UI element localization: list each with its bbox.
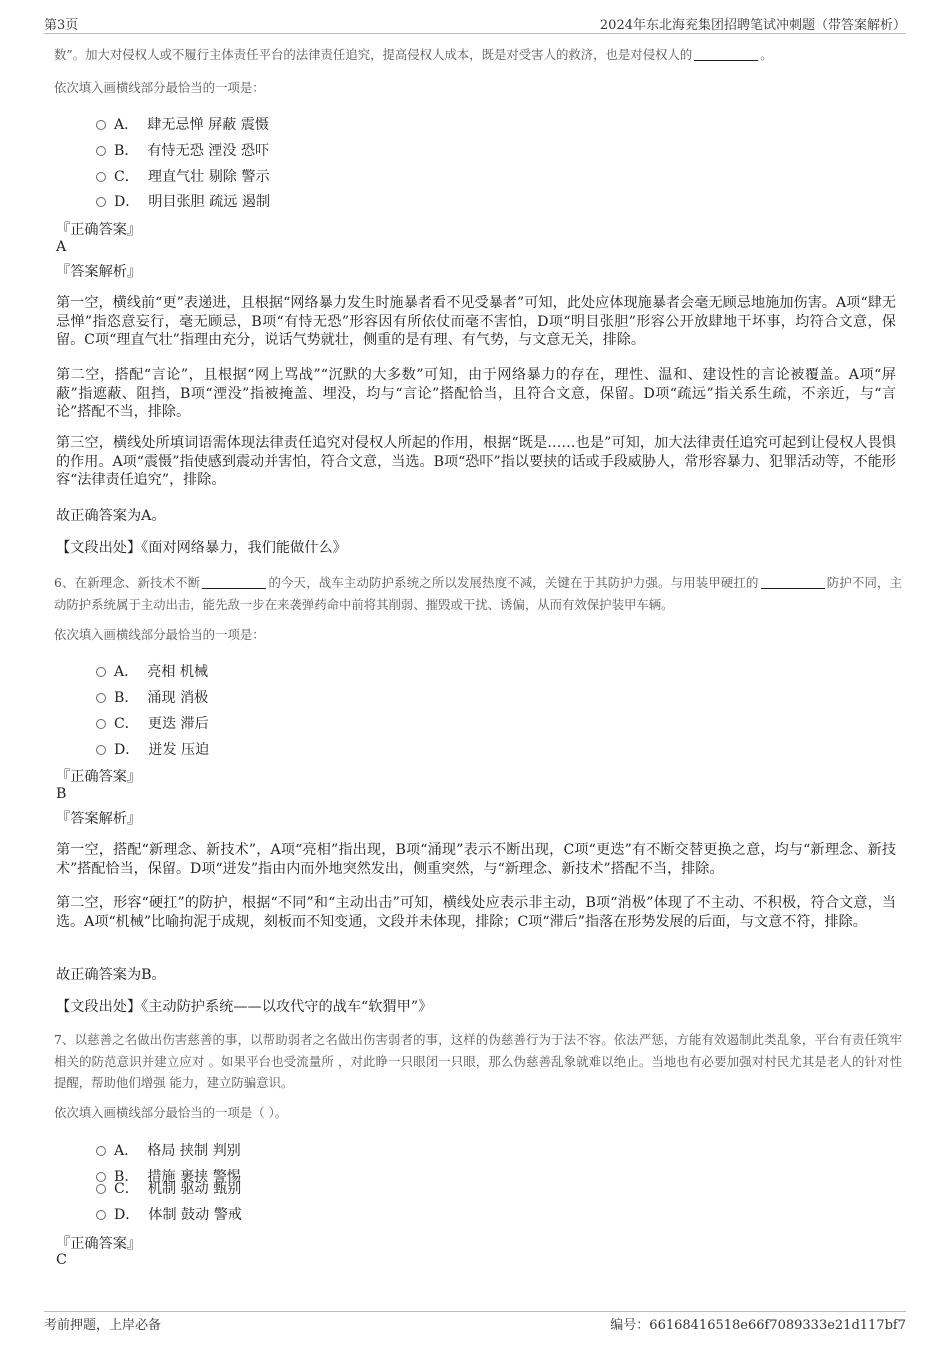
q6-stem-c: 防护不同，主动防护系统属于主动出击，能先敌一步在来袭弹药命中前将其削弱、摧毁或干扰、诱偏，从而有效保护装甲车辆。 [54,575,903,612]
option-text: 迸发 压迫 [148,742,210,758]
option-key: C． [114,169,139,185]
option-text: 措施 裹挟 警惕 [147,1169,241,1185]
q5-option-d[interactable] [96,191,270,211]
option-key: A． [114,117,139,133]
option-text: 理直气壮 剔除 警示 [147,169,270,185]
q6-stem-b: 的今天，战车主动防护系统之所以发展热度不减，关键在于其防护力强。与用装甲硬扛的 [268,575,759,590]
footer-divider [44,1311,906,1312]
radio-icon[interactable] [96,120,106,130]
q7-answer: C [56,1252,67,1268]
q5-intro [54,44,773,66]
q5-analysis-3: 第三空，横线处所填词语需体现法律责任追究对侵权人所起的作用，根据“既是……也是”可知，加大法律责任追究可起到让侵权人畏惧的作用。A项“震慑”指使感到震动并害怕，符合文意，当选。B项“恐吓”指以要挟的话或手段威胁人，常形容暴力、犯罪活动等，不能形容“法律责任追究”，排除。 [56,435,896,488]
option-key: C． [114,716,139,732]
q6-prompt: 依次填入画横线部分最恰当的一项是： [54,627,265,642]
q7-option-a[interactable] [96,1140,241,1160]
q5-intro-end: 。 [760,47,773,62]
q7-answer-label: 『正确答案』 [56,1236,142,1252]
option-text: 有恃无恐 湮没 恐吓 [147,143,270,159]
radio-icon[interactable] [96,1210,106,1220]
option-key: A． [114,664,139,680]
radio-icon[interactable] [96,719,106,729]
radio-icon[interactable] [96,667,106,677]
q5-analysis-label: 『答案解析』 [56,264,142,280]
option-key: D． [114,1207,140,1223]
q5-source: 【文段出处】《面对网络暴力，我们能做什么》 [56,540,347,556]
q6-option-a[interactable] [96,661,208,681]
q7-option-d[interactable] [96,1204,242,1224]
q6-analysis-1: 第一空，搭配“新理念、新技术”，A项“亮相”指出现，B项“涌现”表示不断出现，C项“更迭”有不断交替更换之意，均与“新理念、新技术”搭配恰当，保留。D项“迸发”指由内而外地突然发出，侧重突然，与“新理念、新技术”搭配不当，排除。 [56,842,896,877]
footer-slogan: 考前押题，上岸必备 [44,1318,162,1333]
option-key: B． [114,143,139,159]
option-key: A． [114,1143,139,1159]
q7-stem: 7、以慈善之名做出伤害慈善的事，以帮助弱者之名做出伤害弱者的事，这样的伪慈善行为于法不容。依法严惩，方能有效遏制此类乱象，平台有责任筑牢相关的防范意识并建立应对 。如果平台也受流量所 ，对此睁一只眼闭一只眼，那么伪慈善乱象就难以绝止。当地也有必要加强对村民尤其是老人的针对性提醒，帮助他们增强 能力，建立防骗意识。 [54,1032,902,1090]
option-text: 格局 挟制 判别 [147,1143,241,1159]
document-title: 2024年东北海兖集团招聘笔试冲刺题（带答案解析） [599,18,906,33]
option-text: 亮相 机械 [147,664,209,680]
option-text: 更迭 滞后 [147,716,209,732]
q5-option-a[interactable] [96,114,269,134]
q5-analysis-1: 第一空，横线前“更”表递进，且根据“网络暴力发生时施暴者看不见受暴者”可知，此处应体现施暴者会毫无顾忌地施加伤害。A项“肆无忌惮”指恣意妄行，毫无顾忌，B项“有恃无恐”形容因有所依仗而毫不害怕，D项“明目张胆”形容公开放肆地干坏事，均符合文意，保留。C项“理直气壮”指理由充分，说话气势就壮，侧重的是有理、有气势，与文意无关，排除。 [56,295,896,348]
q6-stem [54,572,902,615]
radio-icon[interactable] [96,1184,106,1194]
page-number: 第3页 [44,18,79,33]
q5-option-b[interactable] [96,140,269,160]
q6-answer-label: 『正确答案』 [56,769,142,785]
q6-source: 【文段出处】《主动防护系统——以攻代守的战车“软猬甲”》 [56,999,433,1015]
q6-analysis-2: 第二空，形容“硬扛”的防护，根据“不同”和“主动出击”可知，横线处应表示非主动，B项“消极”体现了不主动、不积极，符合文意，当选。A项“机械”比喻拘泥于成规，刻板而不知变通，文段并未体现，排除；C项“滞后”指落在形势发展的后面，与文意不符，排除。 [56,895,896,930]
radio-icon[interactable] [96,1146,106,1156]
option-text: 体制 鼓动 警戒 [148,1207,242,1223]
q6-option-d[interactable] [96,739,209,759]
q6-analysis-label: 『答案解析』 [56,811,142,827]
option-key: B． [114,1169,139,1185]
option-text: 肆无忌惮 屏蔽 震慑 [147,117,269,133]
option-text: 涌现 消极 [147,690,209,706]
radio-icon[interactable] [96,146,106,156]
q6-option-c[interactable] [96,713,209,733]
radio-icon[interactable] [96,693,106,703]
option-key: C． [114,1181,139,1197]
q5-intro-text: 数”。加大对侵权人或不履行主体责任平台的法律责任追究，提高侵权人成本，既是对受害人的救济，也是对侵权人的 [54,47,693,62]
option-key: D． [114,742,140,758]
q5-answer: A [56,239,67,255]
q6-answer: B [56,786,67,802]
q5-prompt: 依次填入画横线部分最恰当的一项是： [54,80,265,95]
radio-icon[interactable] [96,745,106,755]
q6-conclusion: 故正确答案为B。 [56,967,166,983]
q6-option-b[interactable] [96,687,208,707]
radio-icon[interactable] [96,172,106,182]
option-key: B． [114,690,139,706]
radio-icon[interactable] [96,197,106,207]
fill-blank [761,575,825,589]
q6-stem-a: 6、在新理念、新技术不断 [54,575,201,590]
fill-blank [694,47,758,61]
q7-prompt: 依次填入画横线部分最恰当的一项是（ ）。 [54,1105,288,1120]
fill-blank [202,575,266,589]
q5-conclusion: 故正确答案为A。 [56,508,166,524]
option-key: D． [114,194,140,210]
q7-option-c[interactable] [96,1178,241,1198]
q5-analysis-2: 第二空，搭配“言论”，且根据“网上骂战”“沉默的大多数”可知，由于网络暴力的存在，理性、温和、建设性的言论被覆盖。A项“屏蔽”指遮蔽、阻挡，B项“湮没”指被掩盖、埋没，均与“言论”搭配恰当，且符合文意，保留。D项“疏远”指关系生疏，不亲近，与“言论”搭配不当，排除。 [56,367,896,420]
footer-serial: 编号：66168416518e66f7089333e21d117bf7 [610,1318,906,1333]
q5-option-c[interactable] [96,166,270,186]
header-divider [44,33,906,34]
q5-answer-label: 『正确答案』 [56,222,142,238]
option-text: 机制 驱动 甄别 [147,1181,242,1197]
option-text: 明目张胆 疏远 遏制 [148,194,271,210]
